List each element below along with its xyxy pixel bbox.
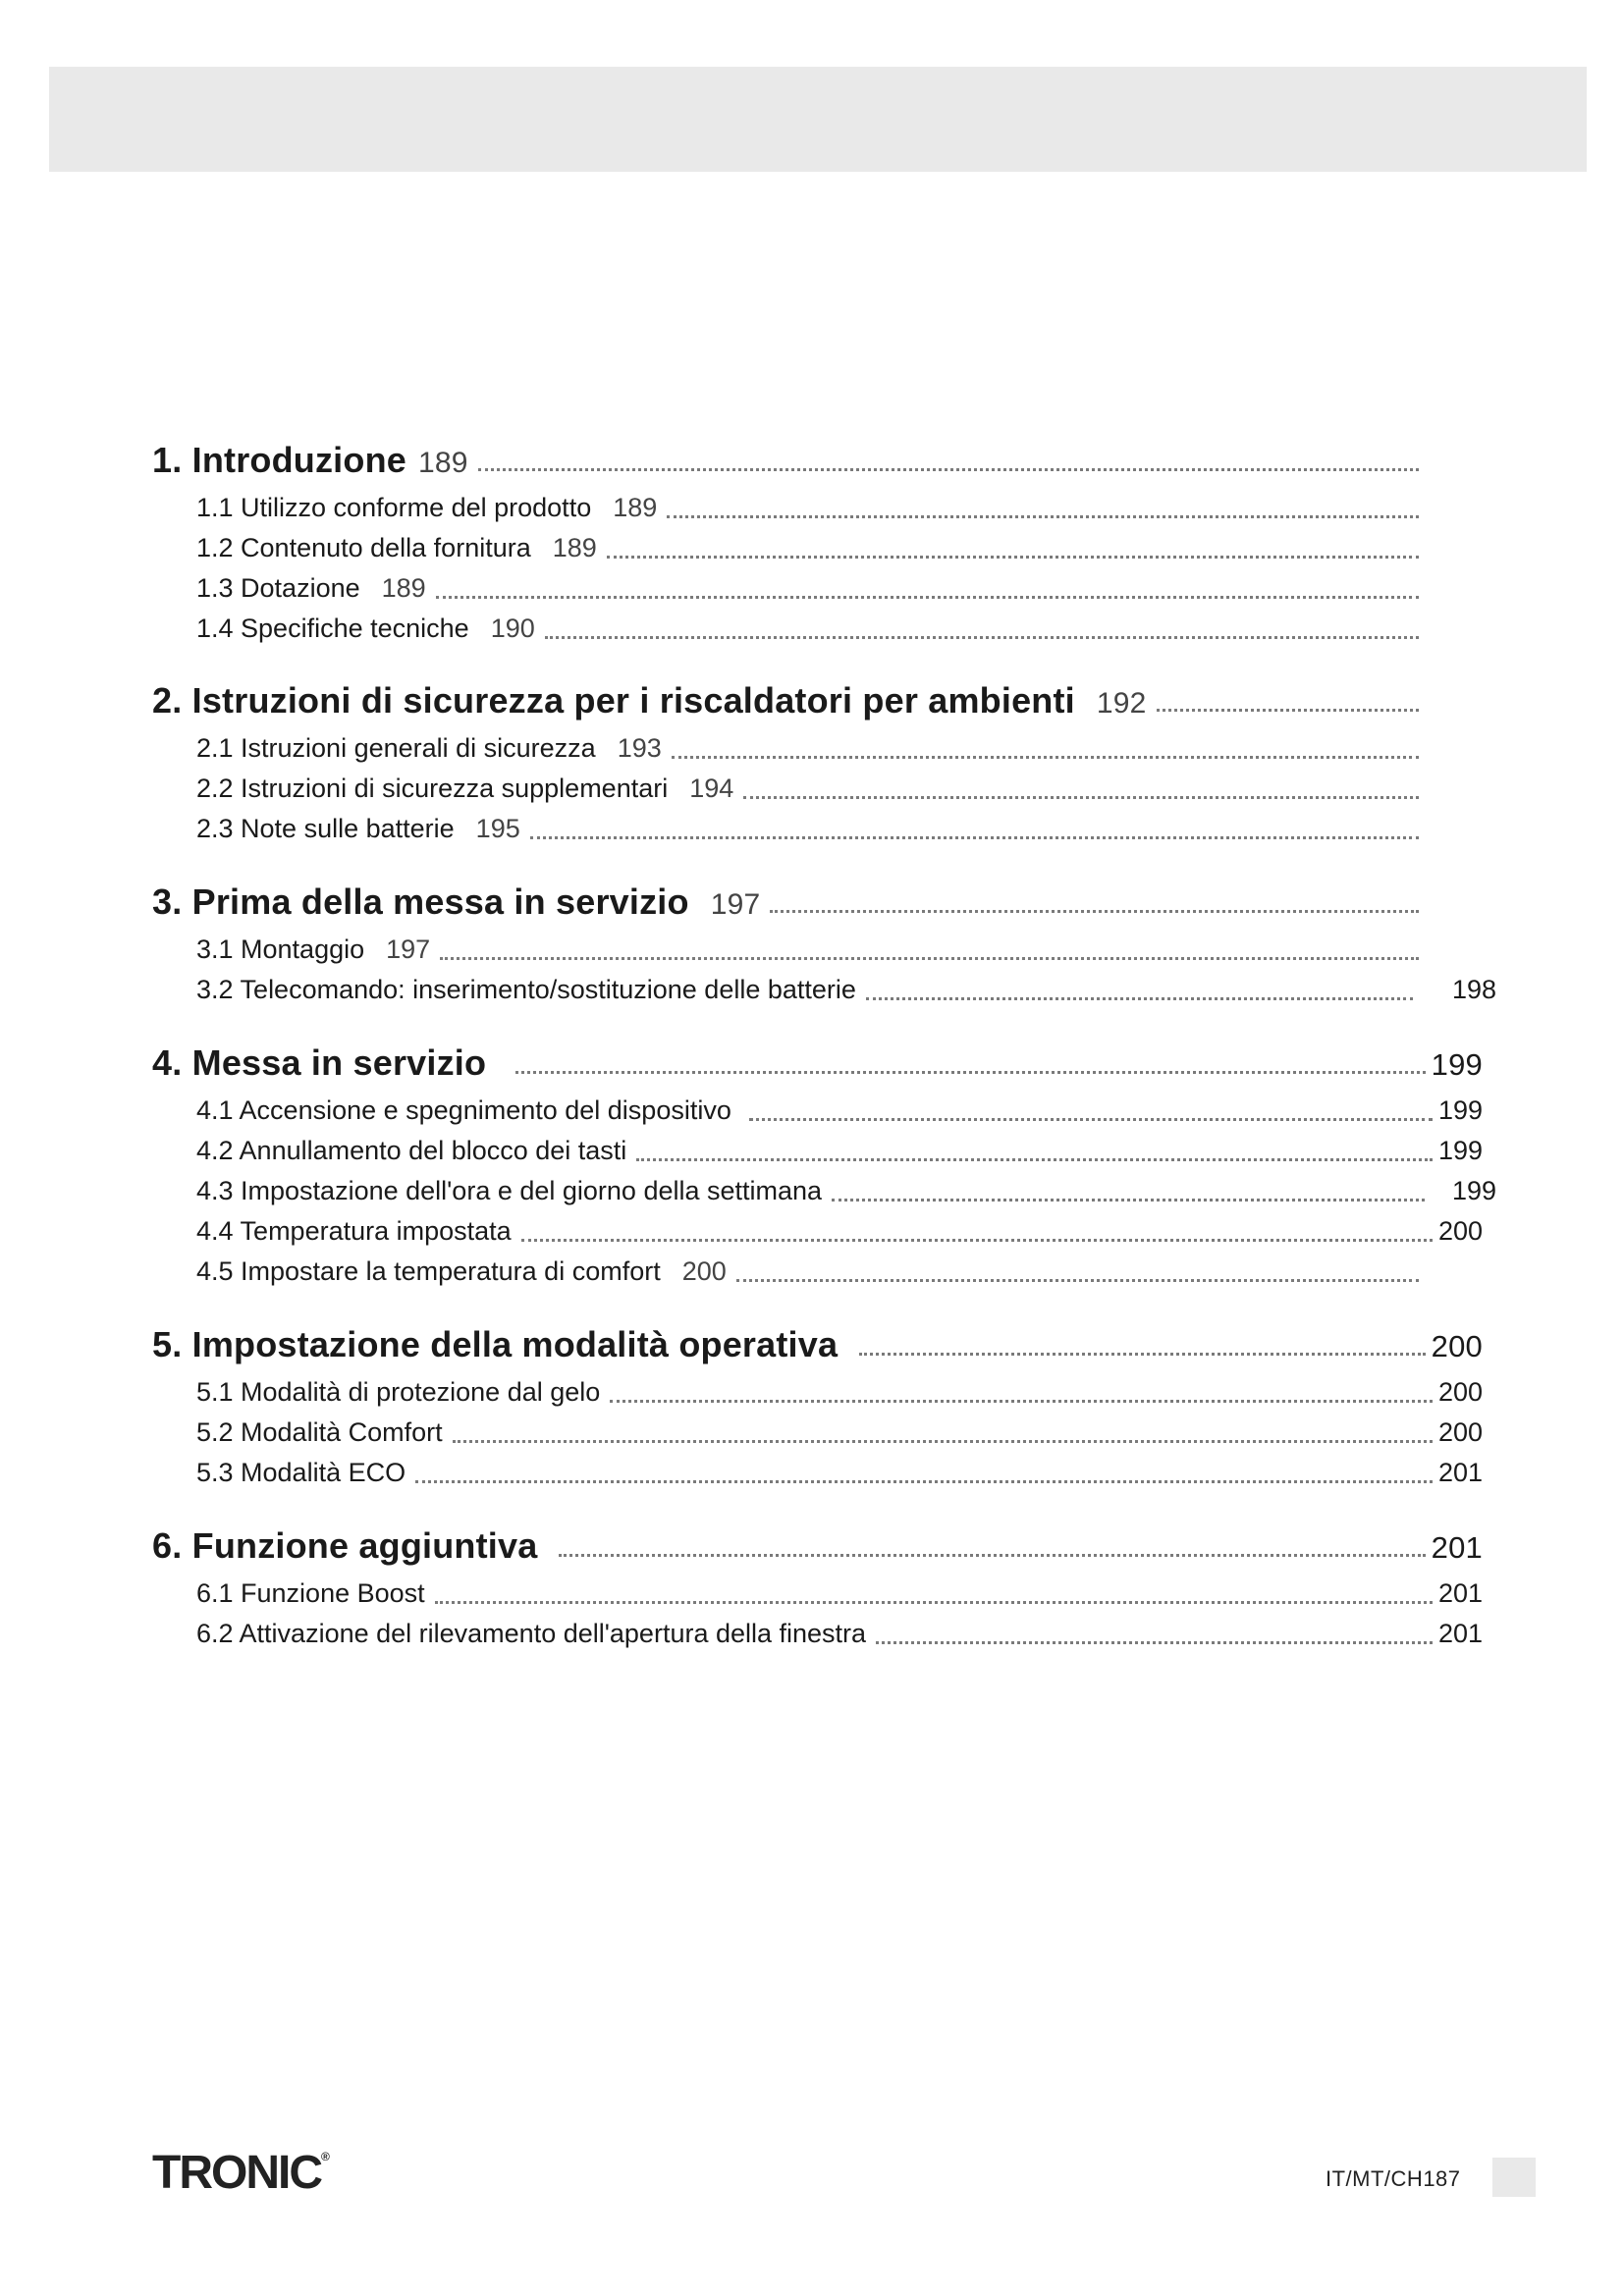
toc-label: 5. Impostazione della modalità operativa bbox=[152, 1324, 839, 1364]
toc-page: 189 bbox=[552, 533, 597, 562]
leader-dots bbox=[832, 1199, 1425, 1201]
toc-entry-2-2[interactable] bbox=[196, 768, 1425, 809]
toc-entry-2[interactable] bbox=[152, 680, 1425, 721]
toc-label: 4.1 Accensione e spegnimento del dispositivo bbox=[196, 1095, 731, 1125]
toc-page: 200 bbox=[1437, 1216, 1483, 1246]
toc-label: 3.1 Montaggio bbox=[196, 934, 365, 964]
toc-page: 199 bbox=[1451, 1176, 1496, 1205]
toc-page: 190 bbox=[490, 614, 535, 643]
leader-dots bbox=[636, 1158, 1433, 1161]
toc-entry-4-1[interactable] bbox=[196, 1090, 1483, 1131]
leader-dots bbox=[440, 957, 1419, 960]
toc-entry-6-2[interactable] bbox=[196, 1613, 1483, 1654]
toc-label: 2.3 Note sulle batterie bbox=[196, 814, 455, 843]
toc-page: 201 bbox=[1437, 1458, 1483, 1487]
toc-entry-4-3[interactable] bbox=[196, 1170, 1496, 1211]
toc-page: 193 bbox=[617, 733, 662, 763]
toc-page: 198 bbox=[1451, 975, 1496, 1004]
toc-entry-5-1[interactable] bbox=[196, 1371, 1483, 1413]
toc-entry-6-1[interactable] bbox=[196, 1573, 1483, 1614]
leader-dots bbox=[530, 836, 1419, 839]
leader-dots bbox=[545, 636, 1419, 639]
toc-page: 194 bbox=[689, 774, 734, 803]
toc-label: 5.2 Modalità Comfort bbox=[196, 1417, 443, 1447]
toc-page: 201 bbox=[1437, 1578, 1483, 1608]
toc-entry-1-2[interactable] bbox=[196, 527, 1425, 568]
leader-dots bbox=[770, 910, 1419, 913]
toc-label: 3.2 Telecomando: inserimento/sostituzione delle batterie bbox=[196, 975, 856, 1004]
toc-entry-6[interactable] bbox=[152, 1525, 1483, 1567]
leader-dots bbox=[1157, 709, 1419, 712]
toc-label: 6.2 Attivazione del rilevamento dell'apertura della finestra bbox=[196, 1619, 867, 1648]
toc-entry-4-5[interactable] bbox=[196, 1251, 1425, 1292]
toc-entry-5[interactable] bbox=[152, 1324, 1483, 1365]
toc-label: 2. Istruzioni di sicurezza per i riscaldatori per ambienti bbox=[152, 680, 1075, 721]
toc-page: 195 bbox=[475, 814, 520, 843]
toc-page: 189 bbox=[381, 573, 426, 603]
leader-dots bbox=[610, 1400, 1433, 1403]
toc-entry-3[interactable] bbox=[152, 881, 1425, 923]
toc-page: 200 bbox=[1437, 1377, 1483, 1407]
toc-entry-4-2[interactable] bbox=[196, 1130, 1483, 1171]
leader-dots bbox=[607, 556, 1419, 559]
toc-label: 1. Introduzione bbox=[152, 440, 406, 480]
leader-dots bbox=[415, 1480, 1433, 1483]
leader-dots bbox=[672, 756, 1419, 759]
toc-label: 1.1 Utilizzo conforme del prodotto bbox=[196, 493, 592, 522]
toc-label: 4.5 Impostare la temperatura di comfort bbox=[196, 1256, 661, 1286]
brand-name: TRONIC bbox=[152, 2147, 321, 2199]
toc-entry-5-2[interactable] bbox=[196, 1412, 1483, 1453]
toc-page: 201 bbox=[1431, 1530, 1483, 1565]
leader-dots bbox=[736, 1279, 1419, 1282]
leader-dots bbox=[521, 1239, 1433, 1242]
leader-dots bbox=[667, 515, 1419, 518]
toc-label: 4. Messa in servizio bbox=[152, 1042, 487, 1083]
leader-dots bbox=[876, 1641, 1433, 1644]
toc-page: 200 bbox=[681, 1256, 727, 1286]
toc-page: 197 bbox=[386, 934, 431, 964]
registered-mark: ® bbox=[320, 2150, 330, 2163]
page-reference: IT/MT/CH187 bbox=[1326, 2166, 1461, 2191]
toc-entry-1-4[interactable] bbox=[196, 608, 1425, 649]
toc-label: 6. Funzione aggiuntiva bbox=[152, 1525, 538, 1566]
toc-page: 197 bbox=[710, 888, 761, 921]
toc-label: 2.2 Istruzioni di sicurezza supplementari bbox=[196, 774, 669, 803]
leader-dots bbox=[515, 1071, 1426, 1074]
toc-page: 189 bbox=[418, 447, 468, 479]
leader-dots bbox=[436, 596, 1419, 599]
toc-label: 4.2 Annullamento del blocco dei tasti bbox=[196, 1136, 627, 1165]
leader-dots bbox=[859, 1353, 1425, 1356]
toc-entry-3-2[interactable] bbox=[196, 969, 1496, 1010]
header-band bbox=[49, 67, 1587, 172]
toc-label: 1.4 Specifiche tecniche bbox=[196, 614, 469, 643]
toc-entry-4-4[interactable] bbox=[196, 1210, 1483, 1252]
toc-label: 1.3 Dotazione bbox=[196, 573, 360, 603]
toc-page: 189 bbox=[613, 493, 658, 522]
toc-entry-1-1[interactable] bbox=[196, 487, 1425, 528]
toc-label: 5.3 Modalità ECO bbox=[196, 1458, 406, 1487]
toc-page: 199 bbox=[1431, 1047, 1483, 1082]
toc-entry-2-3[interactable] bbox=[196, 808, 1425, 849]
toc-page: 199 bbox=[1437, 1095, 1483, 1125]
leader-dots bbox=[478, 468, 1419, 471]
toc-page: 200 bbox=[1431, 1329, 1483, 1363]
toc-entry-2-1[interactable] bbox=[196, 727, 1425, 769]
toc-label: 5.1 Modalità di protezione dal gelo bbox=[196, 1377, 601, 1407]
leader-dots bbox=[453, 1440, 1433, 1443]
toc-entry-1[interactable] bbox=[152, 440, 1425, 481]
toc-label: 1.2 Contenuto della fornitura bbox=[196, 533, 531, 562]
leader-dots bbox=[435, 1601, 1433, 1604]
leader-dots bbox=[866, 997, 1413, 1000]
toc-page: 192 bbox=[1096, 687, 1147, 720]
toc-entry-3-1[interactable] bbox=[196, 929, 1425, 970]
leader-dots bbox=[749, 1118, 1433, 1121]
page-corner-tab bbox=[1492, 2158, 1536, 2197]
toc-label: 4.3 Impostazione dell'ora e del giorno della settimana bbox=[196, 1176, 823, 1205]
toc-entry-4[interactable] bbox=[152, 1042, 1483, 1084]
toc-page: 199 bbox=[1437, 1136, 1483, 1165]
toc-label: 4.4 Temperatura impostata bbox=[196, 1216, 512, 1246]
leader-dots bbox=[743, 796, 1419, 799]
toc-label: 3. Prima della messa in servizio bbox=[152, 881, 689, 922]
toc-page: 201 bbox=[1437, 1619, 1483, 1648]
toc-label: 6.1 Funzione Boost bbox=[196, 1578, 425, 1608]
brand-logo bbox=[152, 2146, 330, 2200]
toc-entry-5-3[interactable] bbox=[196, 1452, 1483, 1493]
toc-page: 200 bbox=[1437, 1417, 1483, 1447]
toc-label: 2.1 Istruzioni generali di sicurezza bbox=[196, 733, 596, 763]
leader-dots bbox=[559, 1554, 1425, 1557]
toc-entry-1-3[interactable] bbox=[196, 567, 1425, 609]
